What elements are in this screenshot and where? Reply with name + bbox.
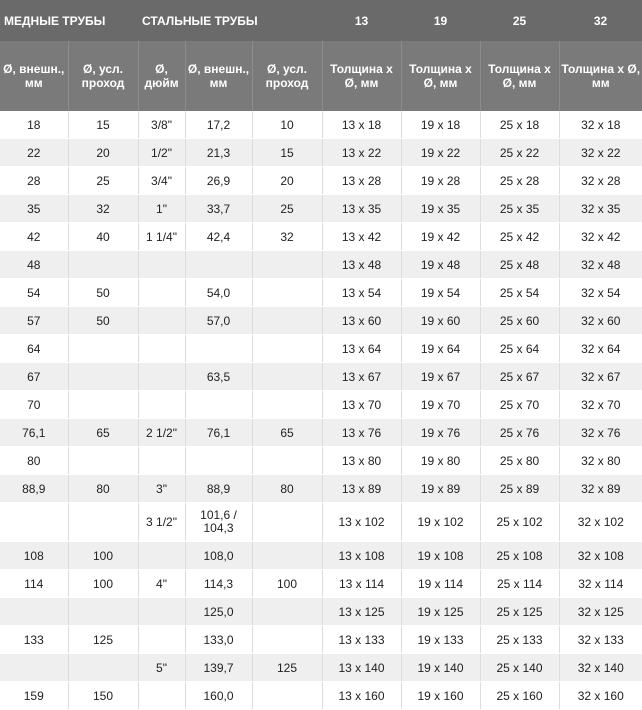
table-cell: 40 xyxy=(68,223,138,251)
table-cell: 114,3 xyxy=(185,570,252,598)
table-row xyxy=(0,542,642,570)
table-cell xyxy=(68,503,138,542)
table-row xyxy=(0,363,642,391)
table-row xyxy=(0,167,642,195)
table-row xyxy=(0,223,642,251)
table-cell: 19 x 89 xyxy=(401,475,480,503)
table-cell: 50 xyxy=(68,279,138,307)
table-cell: 25 x 133 xyxy=(480,626,559,654)
table-cell: 64 xyxy=(0,335,68,363)
table-cell: 25 x 48 xyxy=(480,251,559,279)
table-cell: 1" xyxy=(138,195,185,223)
table-cell xyxy=(252,598,322,626)
table-cell: 13 x 76 xyxy=(322,419,401,447)
table-cell: 13 x 140 xyxy=(322,654,401,682)
table-cell xyxy=(252,335,322,363)
table-cell: 32 x 114 xyxy=(559,570,642,598)
table-cell: 125 xyxy=(252,654,322,682)
table-cell: 20 xyxy=(252,167,322,195)
copper-outer-diameter-header: Ø, внешн., мм xyxy=(0,41,68,111)
table-cell: 18 xyxy=(0,111,68,139)
table-cell: 22 xyxy=(0,139,68,167)
table-cell: 32 x 60 xyxy=(559,307,642,335)
table-cell xyxy=(185,335,252,363)
table-cell: 25 xyxy=(68,167,138,195)
table-cell: 32 x 54 xyxy=(559,279,642,307)
thickness-19-header: Толщина х Ø, мм xyxy=(401,41,480,111)
table-cell xyxy=(68,654,138,682)
table-cell: 25 x 60 xyxy=(480,307,559,335)
table-cell xyxy=(0,598,68,626)
table-cell xyxy=(252,682,322,710)
table-cell xyxy=(138,542,185,570)
table-body xyxy=(0,111,642,710)
table-cell: 57,0 xyxy=(185,307,252,335)
table-cell xyxy=(252,279,322,307)
copper-nominal-bore-header: Ø, усл. проход xyxy=(68,41,138,111)
table-cell: 32 x 70 xyxy=(559,391,642,419)
table-header xyxy=(0,0,642,111)
table-cell: 108 xyxy=(0,542,68,570)
table-cell xyxy=(0,654,68,682)
table-cell: 20 xyxy=(68,139,138,167)
table-cell: 19 x 80 xyxy=(401,447,480,475)
table-cell: 32 x 102 xyxy=(559,503,642,542)
steel-outer-diameter-header: Ø, внешн., мм xyxy=(185,41,252,111)
table-cell: 10 xyxy=(252,111,322,139)
table-cell: 25 x 54 xyxy=(480,279,559,307)
table-cell: 70 xyxy=(0,391,68,419)
table-cell: 32 x 125 xyxy=(559,598,642,626)
table-cell: 13 x 80 xyxy=(322,447,401,475)
size-13-header: 13 xyxy=(322,0,401,41)
table-cell xyxy=(138,251,185,279)
thickness-25-header: Толщина х Ø, мм xyxy=(480,41,559,111)
table-cell xyxy=(252,251,322,279)
thickness-13-header: Толщина х Ø, мм xyxy=(322,41,401,111)
table-cell: 25 x 35 xyxy=(480,195,559,223)
table-cell: 25 x 67 xyxy=(480,363,559,391)
table-cell: 88,9 xyxy=(185,475,252,503)
table-cell: 19 x 108 xyxy=(401,542,480,570)
steel-inch-header: Ø, дюйм xyxy=(138,41,185,111)
table-cell: 13 x 67 xyxy=(322,363,401,391)
size-19-header: 19 xyxy=(401,0,480,41)
table-cell xyxy=(138,447,185,475)
table-cell: 50 xyxy=(68,307,138,335)
table-cell: 13 x 28 xyxy=(322,167,401,195)
table-cell: 33,7 xyxy=(185,195,252,223)
table-cell: 160,0 xyxy=(185,682,252,710)
table-cell: 100 xyxy=(68,570,138,598)
table-cell: 13 x 48 xyxy=(322,251,401,279)
table-cell: 32 xyxy=(252,223,322,251)
steel-pipes-header: СТАЛЬНЫЕ ТРУБЫ xyxy=(138,0,322,41)
table-cell: 19 x 114 xyxy=(401,570,480,598)
table-cell: 32 x 48 xyxy=(559,251,642,279)
table-cell: 13 x 89 xyxy=(322,475,401,503)
table-row xyxy=(0,307,642,335)
table-cell: 3/8" xyxy=(138,111,185,139)
table-cell: 19 x 70 xyxy=(401,391,480,419)
table-cell: 19 x 64 xyxy=(401,335,480,363)
table-cell: 125 xyxy=(68,626,138,654)
table-cell: 1/2" xyxy=(138,139,185,167)
table-cell: 133,0 xyxy=(185,626,252,654)
table-cell: 125,0 xyxy=(185,598,252,626)
table-cell: 13 x 60 xyxy=(322,307,401,335)
table-cell xyxy=(68,391,138,419)
table-cell: 25 x 64 xyxy=(480,335,559,363)
table-cell: 57 xyxy=(0,307,68,335)
table-cell: 32 x 67 xyxy=(559,363,642,391)
table-cell: 15 xyxy=(68,111,138,139)
table-cell: 13 x 35 xyxy=(322,195,401,223)
table-cell: 2 1/2" xyxy=(138,419,185,447)
table-cell: 13 x 18 xyxy=(322,111,401,139)
table-cell: 19 x 35 xyxy=(401,195,480,223)
table-cell: 25 x 140 xyxy=(480,654,559,682)
table-cell: 13 x 102 xyxy=(322,503,401,542)
table-cell: 25 x 89 xyxy=(480,475,559,503)
table-row xyxy=(0,570,642,598)
table-cell xyxy=(185,447,252,475)
table-cell: 133 xyxy=(0,626,68,654)
table-cell: 139,7 xyxy=(185,654,252,682)
table-cell: 54 xyxy=(0,279,68,307)
table-cell: 25 x 160 xyxy=(480,682,559,710)
table-cell: 32 x 64 xyxy=(559,335,642,363)
table-cell xyxy=(138,307,185,335)
table-cell: 42,4 xyxy=(185,223,252,251)
table-cell: 15 xyxy=(252,139,322,167)
table-cell: 19 x 22 xyxy=(401,139,480,167)
table-cell: 100 xyxy=(68,542,138,570)
table-cell: 21,3 xyxy=(185,139,252,167)
table-cell xyxy=(138,682,185,710)
table-cell: 19 x 60 xyxy=(401,307,480,335)
table-cell xyxy=(252,542,322,570)
table-cell: 54,0 xyxy=(185,279,252,307)
table-cell: 13 x 108 xyxy=(322,542,401,570)
table-cell: 108,0 xyxy=(185,542,252,570)
table-row xyxy=(0,475,642,503)
table-cell xyxy=(138,335,185,363)
table-cell: 3 1/2" xyxy=(138,503,185,542)
table-cell: 13 x 22 xyxy=(322,139,401,167)
table-cell: 13 x 54 xyxy=(322,279,401,307)
table-cell: 65 xyxy=(252,419,322,447)
table-cell: 19 x 102 xyxy=(401,503,480,542)
table-row xyxy=(0,335,642,363)
table-cell: 25 x 102 xyxy=(480,503,559,542)
table-cell: 80 xyxy=(252,475,322,503)
table-cell: 19 x 140 xyxy=(401,654,480,682)
table-cell: 32 xyxy=(68,195,138,223)
table-cell: 42 xyxy=(0,223,68,251)
size-25-header: 25 xyxy=(480,0,559,41)
table-cell xyxy=(138,279,185,307)
table-cell: 19 x 18 xyxy=(401,111,480,139)
table-cell xyxy=(68,251,138,279)
table-cell: 48 xyxy=(0,251,68,279)
table-cell: 17,2 xyxy=(185,111,252,139)
table-row xyxy=(0,391,642,419)
table-cell: 13 x 160 xyxy=(322,682,401,710)
table-cell: 19 x 76 xyxy=(401,419,480,447)
table-cell: 13 x 114 xyxy=(322,570,401,598)
table-cell: 114 xyxy=(0,570,68,598)
table-cell: 159 xyxy=(0,682,68,710)
table-cell: 32 x 80 xyxy=(559,447,642,475)
table-cell xyxy=(0,503,68,542)
table-cell: 25 x 114 xyxy=(480,570,559,598)
table-cell xyxy=(252,626,322,654)
table-cell: 100 xyxy=(252,570,322,598)
header-row-top xyxy=(0,0,642,41)
table-cell: 19 x 28 xyxy=(401,167,480,195)
table-cell: 25 x 70 xyxy=(480,391,559,419)
table-row xyxy=(0,626,642,654)
table-row xyxy=(0,279,642,307)
table-cell: 101,6 / 104,3 xyxy=(185,503,252,542)
table-cell xyxy=(185,391,252,419)
table-cell: 19 x 67 xyxy=(401,363,480,391)
table-cell xyxy=(185,251,252,279)
table-cell: 19 x 54 xyxy=(401,279,480,307)
table-cell xyxy=(252,363,322,391)
table-cell xyxy=(68,335,138,363)
table-cell: 76,1 xyxy=(185,419,252,447)
table-cell xyxy=(138,598,185,626)
copper-pipes-header: МЕДНЫЕ ТРУБЫ xyxy=(0,0,138,41)
table-cell: 80 xyxy=(68,475,138,503)
table-cell: 32 x 140 xyxy=(559,654,642,682)
table-cell: 25 x 18 xyxy=(480,111,559,139)
table-cell: 25 x 125 xyxy=(480,598,559,626)
table-cell: 19 x 133 xyxy=(401,626,480,654)
table-cell: 35 xyxy=(0,195,68,223)
table-cell: 32 x 42 xyxy=(559,223,642,251)
table-cell: 13 x 64 xyxy=(322,335,401,363)
table-cell xyxy=(252,447,322,475)
table-cell xyxy=(138,626,185,654)
table-cell: 67 xyxy=(0,363,68,391)
header-row-sub xyxy=(0,41,642,111)
table-row xyxy=(0,598,642,626)
table-cell xyxy=(68,598,138,626)
table-cell: 13 x 42 xyxy=(322,223,401,251)
table-cell: 4" xyxy=(138,570,185,598)
table-cell: 25 xyxy=(252,195,322,223)
table-cell: 32 x 22 xyxy=(559,139,642,167)
table-cell xyxy=(138,363,185,391)
table-cell: 19 x 42 xyxy=(401,223,480,251)
table-cell: 5" xyxy=(138,654,185,682)
table-cell: 88,9 xyxy=(0,475,68,503)
table-cell: 80 xyxy=(0,447,68,475)
table-cell: 3" xyxy=(138,475,185,503)
table-cell: 19 x 160 xyxy=(401,682,480,710)
table-row xyxy=(0,195,642,223)
size-32-header: 32 xyxy=(559,0,642,41)
table-cell: 150 xyxy=(68,682,138,710)
table-cell: 32 x 28 xyxy=(559,167,642,195)
table-cell: 25 x 28 xyxy=(480,167,559,195)
table-row xyxy=(0,654,642,682)
table-row xyxy=(0,682,642,710)
thickness-32-header: Толщина х Ø, мм xyxy=(559,41,642,111)
table-cell: 26,9 xyxy=(185,167,252,195)
table-cell: 13 x 70 xyxy=(322,391,401,419)
table-cell xyxy=(252,391,322,419)
table-cell: 13 x 133 xyxy=(322,626,401,654)
table-cell: 32 x 89 xyxy=(559,475,642,503)
table-cell: 13 x 125 xyxy=(322,598,401,626)
table-cell xyxy=(68,363,138,391)
table-cell: 32 x 18 xyxy=(559,111,642,139)
table-cell: 25 x 80 xyxy=(480,447,559,475)
steel-nominal-bore-header: Ø, усл. проход xyxy=(252,41,322,111)
table-cell xyxy=(68,447,138,475)
table-cell: 25 x 22 xyxy=(480,139,559,167)
table-cell: 63,5 xyxy=(185,363,252,391)
table-cell: 32 x 35 xyxy=(559,195,642,223)
table-cell: 76,1 xyxy=(0,419,68,447)
table-row xyxy=(0,251,642,279)
table-cell: 32 x 133 xyxy=(559,626,642,654)
table-row xyxy=(0,503,642,542)
table-cell: 32 x 76 xyxy=(559,419,642,447)
table-cell: 19 x 125 xyxy=(401,598,480,626)
table-row xyxy=(0,111,642,139)
table-cell xyxy=(252,503,322,542)
table-cell xyxy=(252,307,322,335)
table-cell: 28 xyxy=(0,167,68,195)
table-cell: 25 x 42 xyxy=(480,223,559,251)
table-cell: 32 x 160 xyxy=(559,682,642,710)
table-cell: 1 1/4" xyxy=(138,223,185,251)
table-row xyxy=(0,139,642,167)
table-row xyxy=(0,447,642,475)
table-cell: 25 x 108 xyxy=(480,542,559,570)
table-cell: 25 x 76 xyxy=(480,419,559,447)
table-cell: 19 x 48 xyxy=(401,251,480,279)
table-cell xyxy=(138,391,185,419)
table-cell: 65 xyxy=(68,419,138,447)
table-row xyxy=(0,419,642,447)
table-cell: 3/4" xyxy=(138,167,185,195)
table-cell: 32 x 108 xyxy=(559,542,642,570)
